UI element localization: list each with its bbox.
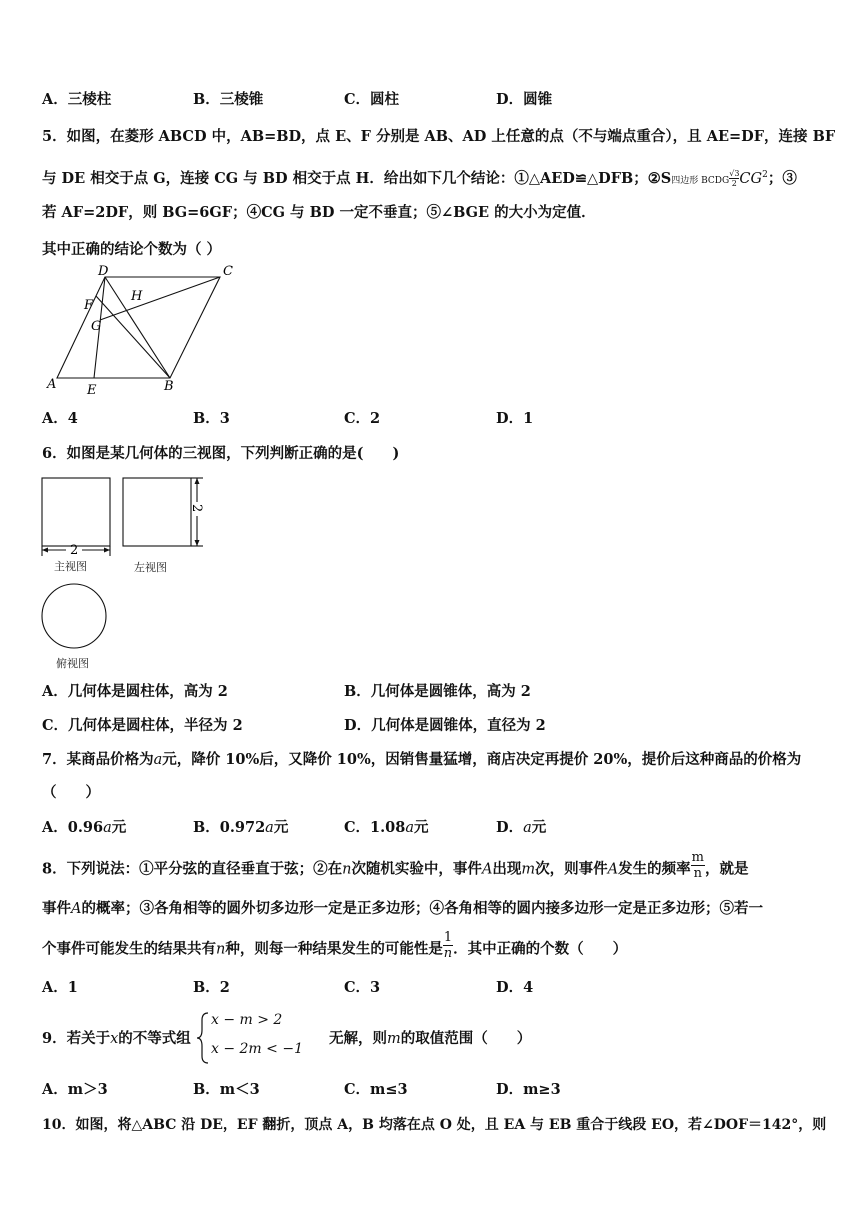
q5-option-c: C．2: [344, 410, 381, 427]
q7-stem-line1: 7．某商品价格为a元，降价 10%后，又降价 10%，因销售量猛增，商店决定再提价 20%，提价后这种商品的价格为: [42, 751, 802, 768]
q6-option-d: D．几何体是圆锥体，直径为 2: [344, 717, 546, 734]
q9-option-a: A．m＞3: [42, 1081, 108, 1098]
q6-option-a: A．几何体是圆柱体，高为 2: [42, 683, 228, 700]
q9-inequality-1: x − m > 2: [211, 1012, 283, 1028]
q9-option-c: C．m≤3: [344, 1081, 408, 1098]
q8-option-b: B．2: [193, 979, 230, 996]
label-c: C: [223, 264, 233, 279]
q9-stem-right: 无解，则m的取值范围（ ）: [329, 1030, 532, 1047]
q7-option-b: B．0.972a元: [193, 819, 289, 836]
q7-option-d: D．a元: [496, 819, 547, 836]
side-dim-value: 2: [189, 504, 204, 513]
q9-stem-left: 9．若关于x的不等式组: [42, 1030, 191, 1047]
q8-option-c: C．3: [344, 979, 381, 996]
front-dim-value: 2: [70, 543, 79, 558]
label-h: H: [131, 289, 143, 304]
q6-option-c: C．几何体是圆柱体，半径为 2: [42, 717, 243, 734]
q4-option-d: D．圆锥: [496, 91, 553, 108]
q9-inequality-2: x − 2m < −1: [211, 1041, 303, 1057]
q5-option-b: B．3: [193, 410, 230, 427]
label-a: A: [47, 377, 57, 392]
label-g: G: [91, 319, 102, 334]
q8-stem-line1: 8．下列说法：①平分弦的直径垂直于弦；②在n次随机实验中，事件A出现m次，则事件A发生的频率 $\frac{m}{n}$ ，就是: [42, 850, 749, 881]
q9-option-d: D．m≥3: [496, 1081, 561, 1098]
front-view-caption: 主视图: [54, 560, 87, 573]
label-b: B: [164, 379, 174, 394]
q8-stem-line2: 事件A的概率；③各角相等的圆外切多边形一定是正多边形；④各角相等的圆内接多边形一定是正多边形；⑤若一: [42, 900, 763, 917]
q4-option-a: A．三棱柱: [42, 91, 112, 108]
q5-stem-line2: 与 DE 相交于点 G，连接 CG 与 BD 相交于点 H．给出如下几个结论：①△AED≌△DFB；②S四边形 BCDG $\frac{√3}{2}$ $CG^2$；③: [42, 169, 797, 189]
q7-option-a: A．0.96a元: [42, 819, 127, 836]
q9-option-b: B．m＜3: [193, 1081, 260, 1098]
q4-option-b: B．三棱锥: [193, 91, 264, 108]
q8-option-d: D．4: [496, 979, 534, 996]
q5-stem-line3: 若 AF=2DF，则 BG=6GF；④CG 与 BD 一定不垂直；⑤∠BGE 的大小为定值．: [42, 204, 596, 221]
q8-stem-line3: 个事件可能发生的结果共有n种，则每一种结果发生的可能性是 $\frac{1}{n}$ ．其中正确的个数（ ）: [42, 930, 628, 961]
q4-option-c: C．圆柱: [344, 91, 400, 108]
q7-stem-line2: （ ）: [42, 784, 100, 801]
q5-stem-line4: 其中正确的结论个数为（ ）: [42, 241, 222, 258]
q5-stem-line1: 5．如图，在菱形 ABCD 中，AB=BD，点 E、F 分别是 AB、AD 上任意的点（不与端点重合），且 AE=DF，连接 BF: [42, 128, 836, 145]
q6-option-b: B．几何体是圆锥体，高为 2: [344, 683, 531, 700]
top-view-caption: 俯视图: [56, 657, 89, 670]
q7-option-c: C．1.08a元: [344, 819, 429, 836]
q8-option-a: A．1: [42, 979, 78, 996]
q10-stem-line1: 10．如图，将△ABC 沿 DE，EF 翻折，顶点 A，B 均落在点 O 处，且 EA 与 EB 重合于线段 EO，若∠DOF＝142°，则: [42, 1117, 827, 1133]
label-f: F: [84, 298, 94, 313]
side-view-caption: 左视图: [134, 561, 167, 574]
q6-stem: 6．如图是某几何体的三视图，下列判断正确的是( ): [42, 445, 400, 462]
label-d: D: [98, 264, 109, 279]
label-e: E: [87, 383, 97, 398]
q5-option-a: A．4: [42, 410, 78, 427]
q5-option-d: D．1: [496, 410, 534, 427]
